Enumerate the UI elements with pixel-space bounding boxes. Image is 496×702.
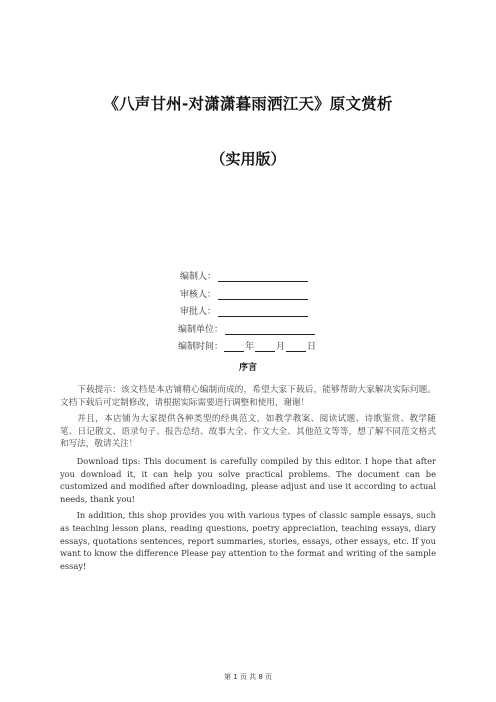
- day-fill-line: [286, 341, 306, 352]
- time-row: [178, 335, 316, 352]
- time-label: 编制时间：: [178, 342, 224, 352]
- preface-heading: 序言: [238, 363, 257, 373]
- editor-fill-line: [218, 271, 308, 282]
- reviewer-fill-line: [218, 289, 308, 300]
- reviewer-row: [180, 283, 316, 300]
- preface-paragraph-sample-essays-en: In addition, this shop provides you with various types of classic sample essays, such as teaching lesson plans, reading questions, poetry appreciation, teaching essays, diary essays, quotations sentences, report summaries, stories, essays, other essays, etc. If you want to know the difference Please pay attention to the format and writing of the sample essay!: [60, 510, 436, 571]
- year-label: 年: [245, 342, 255, 352]
- preface-paragraph-download-tips-zh: 下载提示：该文档是本店铺精心编制而成的，希望大家下载后，能够帮助大家解决实际问题。文档下载后可定制修改，请根据实际需要进行调整和使用，谢谢！: [60, 385, 436, 408]
- document-title: 《八声甘州-对潇潇暮雨洒江天》原文赏析: [103, 95, 393, 113]
- reviewer-label: 审核人：: [180, 289, 217, 300]
- preface-body: [60, 384, 436, 576]
- year-fill-line: [224, 341, 244, 352]
- authoring-info-form: [180, 265, 316, 353]
- preface-paragraph-sample-essays-zh: 并且，本店铺为大家提供各种类型的经典范文，如教学教案、阅读试题、诗歌鉴赏、教学随笔、日记散文、语录句子、报告总结、故事大全、作文大全、其他范文等等，想了解不同范文格式和写法，敬请关注！: [60, 414, 436, 450]
- approver-row: [180, 300, 316, 317]
- page-footer: 第 1 页 共 8 页: [223, 673, 273, 681]
- month-label: 月: [276, 342, 286, 352]
- document-subtitle: （实用版）: [210, 150, 286, 168]
- unit-label: 编制单位：: [178, 324, 224, 335]
- approver-fill-line: [218, 306, 308, 317]
- unit-row: [178, 318, 316, 335]
- day-label: 日: [307, 342, 317, 352]
- month-fill-line: [255, 341, 275, 352]
- approver-label: 审批人：: [180, 307, 217, 317]
- preface-paragraph-download-tips-en: Download tips: This document is carefully compiled by this editor. I hope that after you download it, it can help you solve practical problems. The document can be customized and modified after downloading, please adjust and use it according to actual needs, thank you!: [60, 455, 436, 504]
- unit-fill-line: [225, 324, 315, 335]
- editor-row: [180, 265, 316, 282]
- editor-label: 编制人：: [180, 272, 217, 282]
